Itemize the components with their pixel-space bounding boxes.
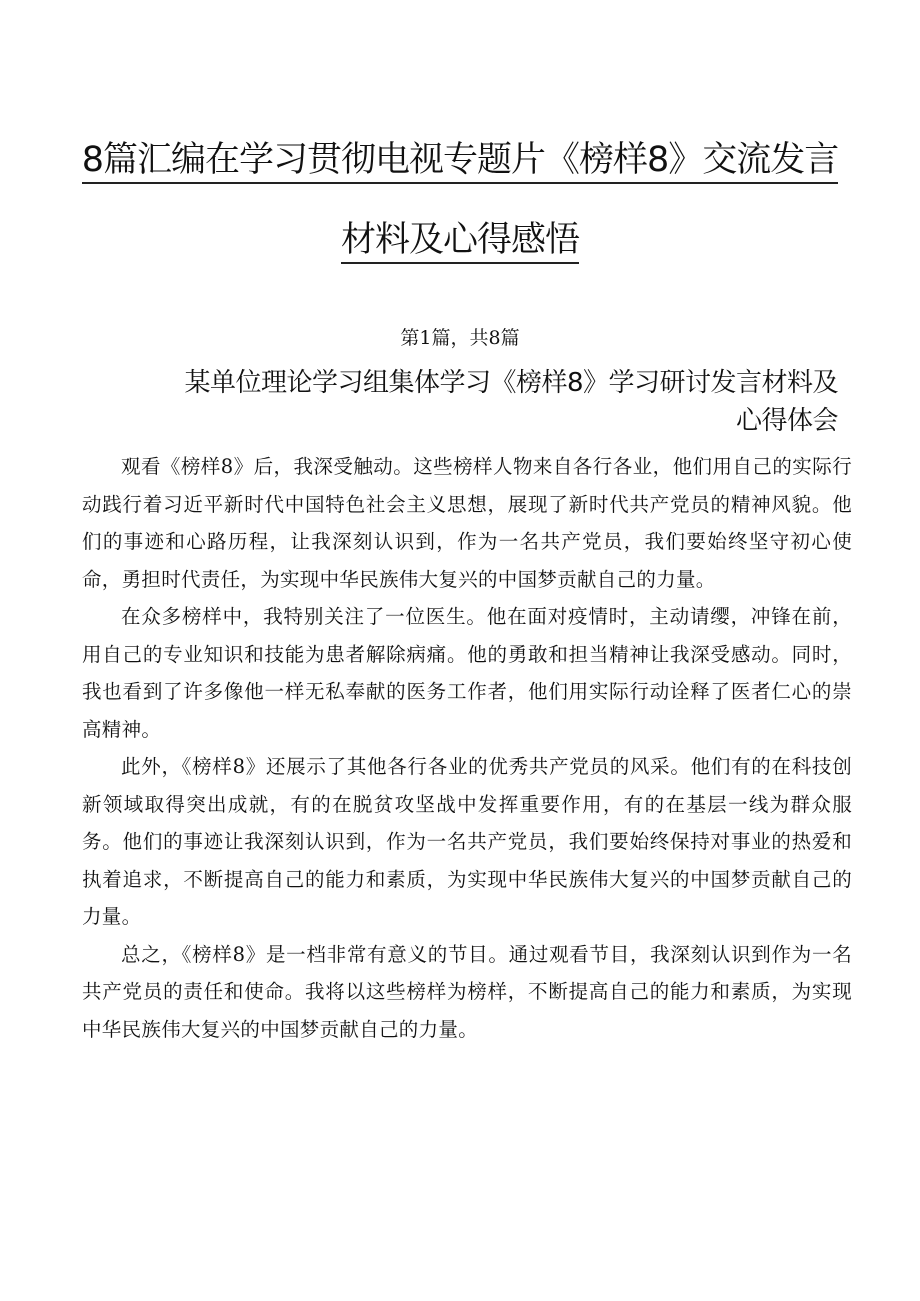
paragraph-1: 观看《榜样8》后，我深受触动。这些榜样人物来自各行各业，他们用自己的实际行动践行着习近平新时代中国特色社会主义思想，展现了新时代共产党员的精神风貌。他们的事迹和心路历程，让我深刻认识到，作为一名共产党员，我们要始终坚守初心使命，勇担时代责任，为实现中华民族伟大复兴的中国梦贡献自己的力量。 [82, 455, 852, 591]
subtitle-line-2: 心得体会 [735, 406, 838, 436]
paragraph-4: 总之，《榜样8》是一档非常有意义的节目。通过观看节目，我深刻认识到作为一名共产党员的责任和使命。我将以这些榜样为榜样，不断提高自己的能力和素质，为实现中华民族伟大复兴的中国梦贡献自己的力量。 [82, 942, 852, 1041]
document-title-text-1: 8篇汇编在学习贯彻电视专题片《榜样8》交流发言 [82, 140, 839, 184]
document-title-line-2 [70, 218, 850, 262]
document-title-text-2: 材料及心得感悟 [341, 220, 579, 264]
paragraph-2: 在众多榜样中，我特别关注了一位医生。他在面对疫情时，主动请缨，冲锋在前，用自己的专业知识和技能为患者解除病痛。他的勇敢和担当精神让我深受感动。同时，我也看到了许多像他一样无私奉献的医务工作者，他们用实际行动诠释了医者仁心的崇高精神。 [82, 605, 852, 741]
section-label: 第1篇，共8篇 [400, 327, 520, 349]
document-title-line-1 [70, 138, 850, 182]
paragraph-3: 此外，《榜样8》还展示了其他各行各业的优秀共产党员的风采。他们有的在科技创新领域取得突出成就，有的在脱贫攻坚战中发挥重要作用，有的在基层一线为群众服务。他们的事迹让我深刻认识到，作为一名共产党员，我们要始终保持对事业的热爱和执着追求，不断提高自己的能力和素质，为实现中华民族伟大复兴的中国梦贡献自己的力量。 [82, 755, 852, 928]
body-text [82, 448, 852, 1048]
subtitle-line-1: 某单位理论学习组集体学习《榜样8》学习研讨发言材料及 [184, 368, 838, 398]
